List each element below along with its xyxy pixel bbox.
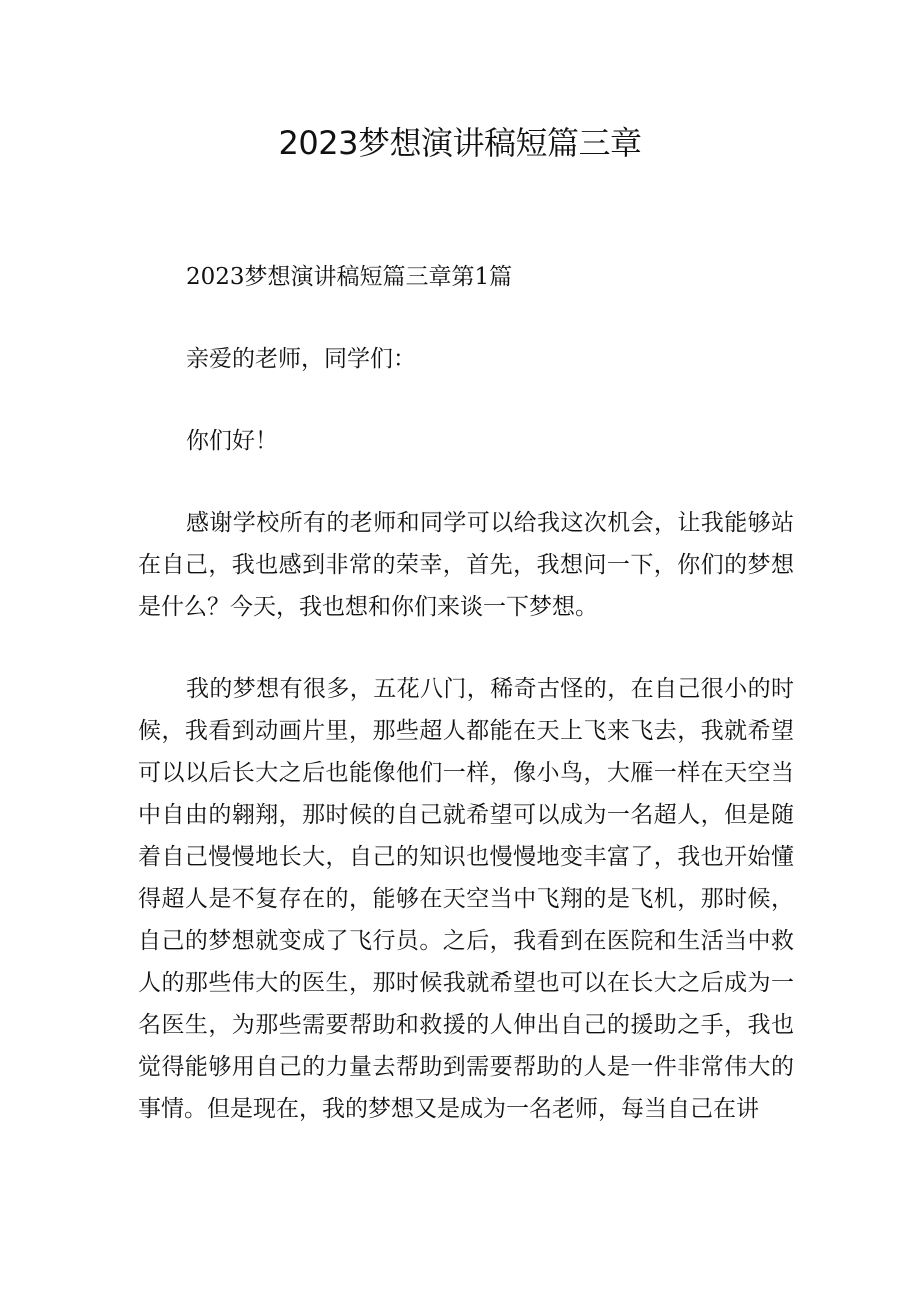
document-body [138, 256, 794, 1130]
body-paragraph-1: 感谢学校所有的老师和同学可以给我这次机会，让我能够站在自己，我也感到非常的荣幸，首先，我想问一下，你们的梦想是什么？今天，我也想和你们来谈一下梦想。 [138, 510, 794, 620]
greeting-line: 亲爱的老师，同学们： [186, 346, 416, 372]
hello-line: 你们好！ [186, 428, 278, 454]
section-heading: 2023梦想演讲稿短篇三章第1篇 [186, 264, 513, 290]
body-paragraph-2: 我的梦想有很多，五花八门，稀奇古怪的，在自己很小的时候，我看到动画片里，那些超人都能在天上飞来飞去，我就希望可以以后长大之后也能像他们一样，像小鸟，大雁一样在天空当中自由的翱翔，那时候的自己就希望可以成为一名超人，但是随着自己慢慢地长大，自己的知识也慢慢地变丰富了，我也开始懂得超人是不复存在的，能够在天空当中飞翔的是飞机，那时候，自己的梦想就变成了飞行员。之后，我看到在医院和生活当中救人的那些伟大的医生，那时候我就希望也可以在长大之后成为一名医生，为那些需要帮助和救援的人伸出自己的援助之手，我也觉得能够用自己的力量去帮助到需要帮助的人是一件非常伟大的事情。但是现在，我的梦想又是成为一名老师，每当自己在讲 [138, 676, 794, 1122]
document-title: 2023梦想演讲稿短篇三章 [278, 124, 642, 162]
